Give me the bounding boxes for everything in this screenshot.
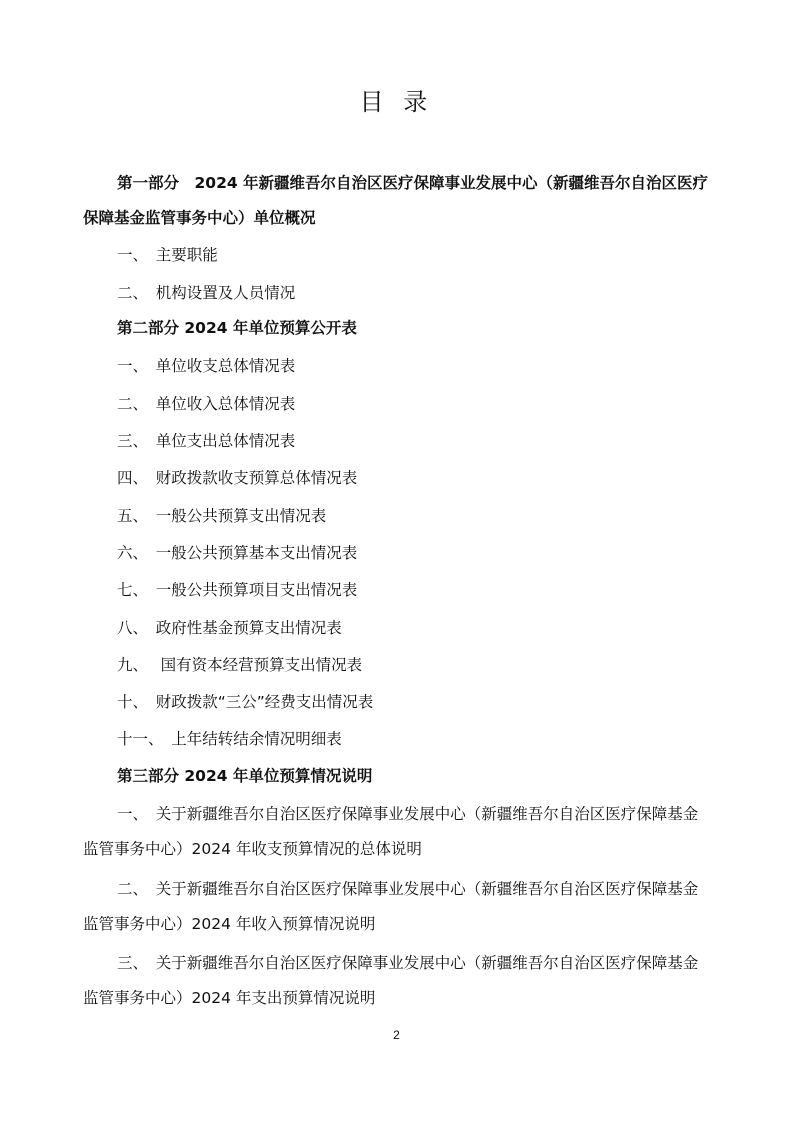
toc-item: 八、 政府性基金预算支出情况表 (117, 619, 342, 637)
part1-heading: 第一部分 2024 年新疆维吾尔自治区医疗保障事业发展中心（新疆维吾尔自治区医疗保障基金监管事务中心）单位概况 (83, 174, 709, 227)
part3-heading: 第三部分 2024 年单位预算情况说明 (117, 767, 373, 785)
page-number: 2 (393, 1028, 400, 1042)
toc-item: 十一、 上年结转结余情况明细表 (117, 730, 342, 748)
toc-item: 十、 财政拨款“三公”经费支出情况表 (117, 693, 374, 711)
toc-item: 九、 国有资本经营预算支出情况表 (117, 656, 363, 674)
toc-item: 五、 一般公共预算支出情况表 (117, 507, 327, 525)
toc-item: 七、 一般公共预算项目支出情况表 (117, 581, 358, 599)
toc-item: 一、 主要职能 (117, 246, 218, 264)
toc-item: 六、 一般公共预算基本支出情况表 (117, 544, 358, 562)
toc-item: 一、 关于新疆维吾尔自治区医疗保障事业发展中心（新疆维吾尔自治区医疗保障基金监管事务中心）2024 年收支预算情况的总体说明 (83, 805, 699, 858)
toc-item: 二、 关于新疆维吾尔自治区医疗保障事业发展中心（新疆维吾尔自治区医疗保障基金监管事务中心）2024 年收入预算情况说明 (83, 880, 699, 933)
toc-item: 三、 关于新疆维吾尔自治区医疗保障事业发展中心（新疆维吾尔自治区医疗保障基金监管事务中心）2024 年支出预算情况说明 (83, 954, 699, 1007)
toc-item: 三、 单位支出总体情况表 (117, 432, 296, 450)
toc-item: 四、 财政拨款收支预算总体情况表 (117, 469, 358, 487)
toc-item: 二、 机构设置及人员情况 (117, 284, 296, 302)
toc-item: 二、 单位收入总体情况表 (117, 395, 296, 413)
toc-title: 目 录 (359, 88, 434, 116)
part2-heading: 第二部分 2024 年单位预算公开表 (117, 319, 357, 337)
toc-item: 一、 单位收支总体情况表 (117, 357, 296, 375)
